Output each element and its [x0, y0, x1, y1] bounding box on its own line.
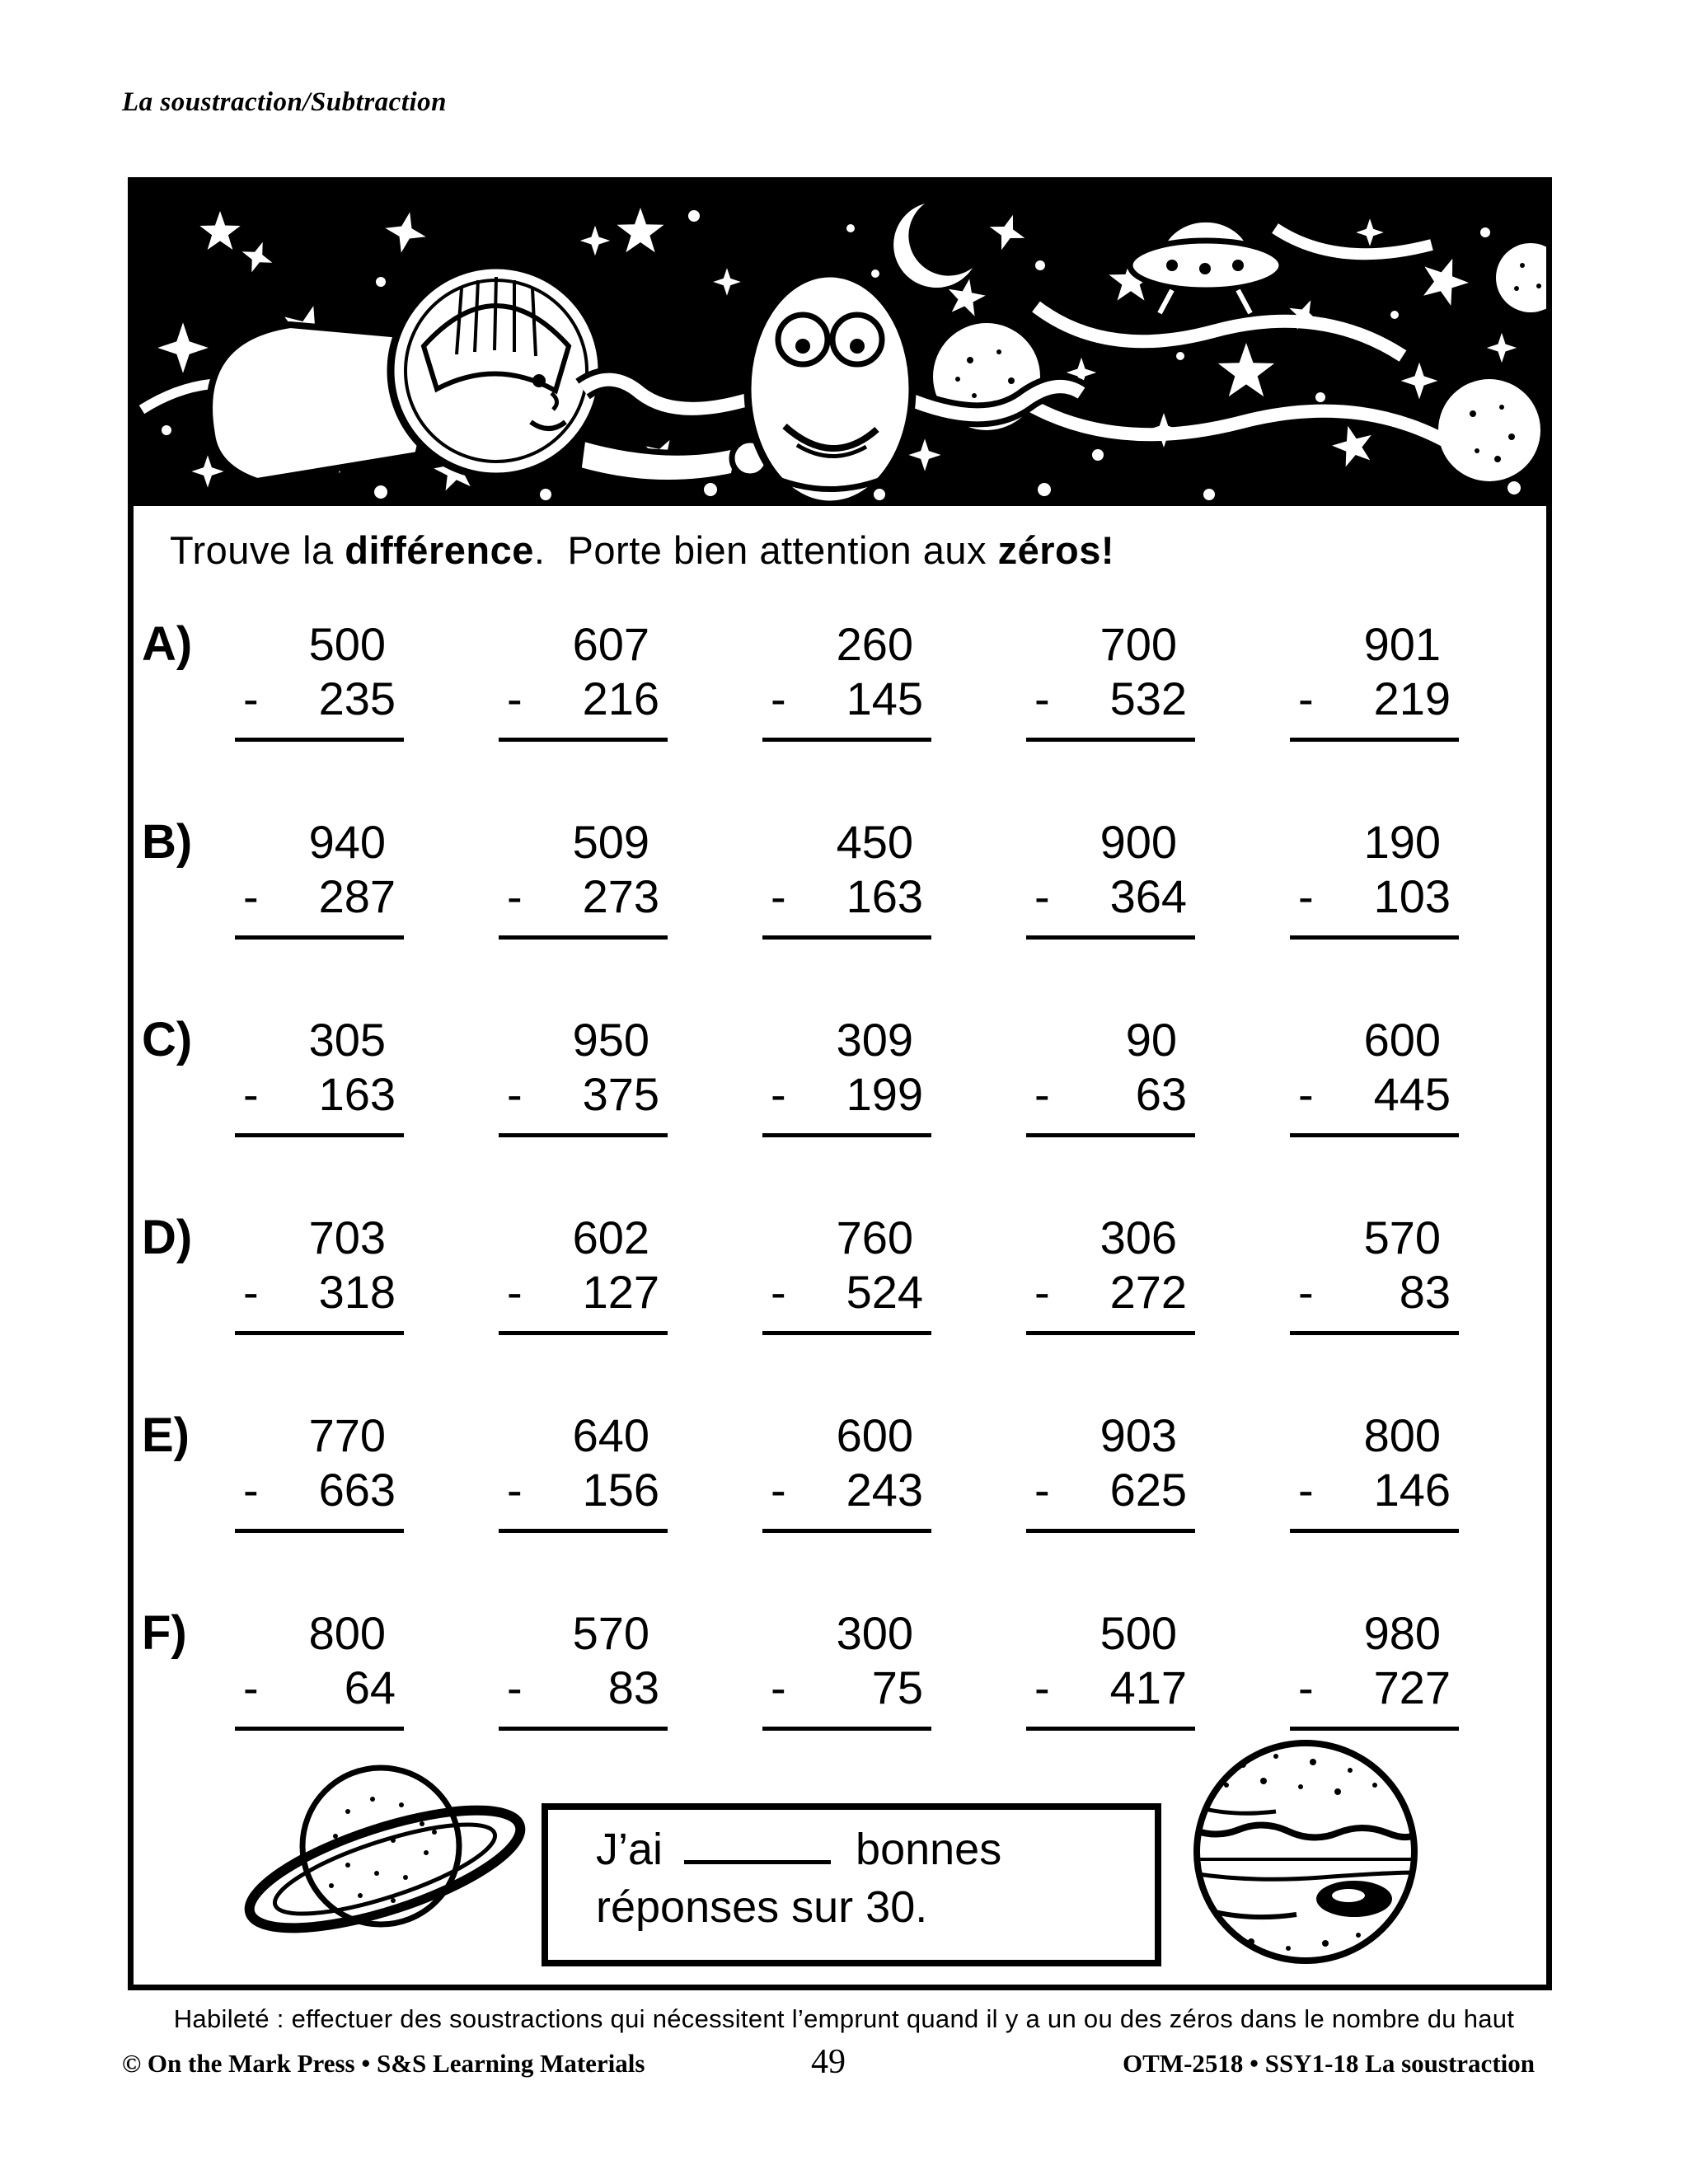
minuend: 800	[308, 1607, 386, 1659]
subtraction-problem	[216, 1013, 480, 1137]
instruction-bold-difference: différence	[345, 528, 534, 572]
minus-sign: -	[507, 1464, 523, 1516]
subtraction-problem	[1007, 1211, 1271, 1335]
minus-sign: -	[1034, 1266, 1050, 1318]
minuend: 500	[308, 618, 386, 670]
space-scene-drawing	[134, 183, 1546, 506]
minuend: 500	[1100, 1607, 1177, 1659]
page-footer	[122, 2042, 1535, 2083]
answer-line	[1290, 1331, 1459, 1335]
minus-sign: -	[243, 1266, 259, 1318]
subtraction-problem	[1007, 1013, 1271, 1137]
subtraction-problem	[480, 1013, 743, 1137]
minuend: 602	[572, 1212, 649, 1263]
subtraction-problem	[1271, 1013, 1535, 1137]
minus-sign: -	[243, 673, 259, 724]
subtraction-problem	[216, 815, 480, 940]
minuend: 901	[1363, 618, 1441, 670]
minus-sign: -	[1298, 673, 1314, 724]
subtraction-problem	[743, 617, 1007, 742]
minuend: 309	[836, 1014, 913, 1066]
minus-sign: -	[771, 1266, 786, 1318]
row-label: F)	[142, 1606, 187, 1660]
answer-line	[1026, 1331, 1195, 1335]
saturn-illustration	[232, 1754, 539, 1970]
answer-line	[235, 1331, 404, 1335]
footer-product-code: OTM-2518 • SSY1-18 La soustraction	[1123, 2049, 1535, 2078]
minus-sign: -	[771, 1464, 786, 1516]
instruction-text	[170, 527, 1546, 573]
subtraction-problem	[1271, 815, 1535, 940]
subtraction-problem	[480, 617, 743, 742]
subtrahend: 272	[1109, 1266, 1187, 1318]
minuend: 940	[308, 816, 386, 868]
subtrahend: 524	[846, 1266, 923, 1318]
minus-sign: -	[1034, 1661, 1050, 1713]
answer-line	[1026, 1133, 1195, 1137]
score-blank-line	[684, 1824, 831, 1864]
subtraction-problem	[743, 815, 1007, 940]
subtrahend: 287	[318, 870, 396, 922]
minuend: 703	[308, 1212, 386, 1263]
answer-line	[235, 935, 404, 940]
answer-line	[762, 935, 931, 940]
minus-sign: -	[771, 870, 786, 922]
subtrahend: 75	[871, 1661, 923, 1713]
score-suffix: bonnes	[856, 1825, 1002, 1874]
subtraction-problem	[743, 1211, 1007, 1335]
subtraction-problem	[216, 617, 480, 742]
subtraction-problem	[480, 1606, 743, 1731]
problem-row-b	[134, 815, 1546, 1013]
problem-row-e	[134, 1408, 1546, 1606]
minuend: 900	[1100, 816, 1177, 868]
minuend: 903	[1100, 1409, 1177, 1461]
minus-sign: -	[771, 1661, 786, 1713]
subtraction-problem	[216, 1606, 480, 1731]
answer-line	[235, 738, 404, 742]
answer-line	[235, 1529, 404, 1533]
subtraction-problem	[1007, 617, 1271, 742]
subtraction-problem	[1007, 815, 1271, 940]
subtrahend: 663	[318, 1464, 396, 1516]
minus-sign: -	[243, 870, 259, 922]
row-label: A)	[142, 617, 193, 671]
row-label: E)	[142, 1408, 190, 1462]
answer-line	[1026, 935, 1195, 940]
minuend: 570	[1363, 1212, 1441, 1263]
subtrahend: 417	[1109, 1661, 1187, 1713]
subtrahend: 103	[1373, 870, 1451, 922]
score-line-2: réponses sur 30.	[596, 1882, 928, 1932]
minus-sign: -	[507, 673, 523, 724]
problems-grid	[134, 617, 1546, 1731]
subtraction-problem	[1007, 1606, 1271, 1731]
subtrahend: 83	[1399, 1266, 1451, 1318]
subtraction-problem	[216, 1408, 480, 1533]
minuend: 600	[836, 1409, 913, 1461]
subtrahend: 199	[846, 1068, 923, 1120]
problem-row-c	[134, 1013, 1546, 1211]
subtraction-problem	[743, 1408, 1007, 1533]
row-label: C)	[142, 1013, 193, 1066]
score-prefix: J’ai	[596, 1825, 663, 1874]
footer-page-number: 49	[811, 2043, 846, 2081]
subtrahend: 156	[582, 1464, 659, 1516]
subtraction-problem	[1271, 617, 1535, 742]
subtrahend: 127	[582, 1266, 659, 1318]
subtraction-problem	[743, 1606, 1007, 1731]
answer-line	[499, 1133, 668, 1137]
minuend: 770	[308, 1409, 386, 1461]
subtrahend: 364	[1109, 870, 1187, 922]
subtrahend: 63	[1135, 1068, 1187, 1120]
minuend: 700	[1100, 618, 1177, 670]
minuend: 600	[1363, 1014, 1441, 1066]
subtraction-problem	[1271, 1606, 1535, 1731]
answer-line	[1290, 1529, 1459, 1533]
subtraction-problem	[480, 1408, 743, 1533]
minus-sign: -	[1298, 1068, 1314, 1120]
skill-note: Habileté : effectuer des soustractions qui nécessitent l’emprunt quand il y a un ou des zéros dans le nombre du haut	[173, 2004, 1515, 2033]
problem-row-a	[134, 617, 1546, 815]
minus-sign: -	[771, 1068, 786, 1120]
answer-line	[1290, 738, 1459, 742]
subtrahend: 64	[344, 1661, 396, 1713]
subtraction-problem	[1271, 1408, 1535, 1533]
subtraction-problem	[480, 815, 743, 940]
subtrahend: 273	[582, 870, 659, 922]
score-line-1	[596, 1823, 1155, 1876]
minuend: 950	[572, 1014, 649, 1066]
instruction-part2: . Porte bien attention aux	[533, 528, 998, 572]
subtrahend: 163	[318, 1068, 396, 1120]
score-box	[542, 1803, 1161, 1966]
subtrahend: 145	[846, 673, 923, 724]
subtraction-problem	[480, 1211, 743, 1335]
subtrahend: 235	[318, 673, 396, 724]
subtrahend: 83	[607, 1661, 659, 1713]
answer-line	[499, 738, 668, 742]
subtrahend: 219	[1373, 673, 1451, 724]
minus-sign: -	[507, 1661, 523, 1713]
answer-line	[1026, 738, 1195, 742]
minuend: 640	[572, 1409, 649, 1461]
minuend: 306	[1100, 1212, 1177, 1263]
subtraction-problem	[1271, 1211, 1535, 1335]
minus-sign: -	[1298, 1661, 1314, 1713]
subtrahend: 375	[582, 1068, 659, 1120]
minuend: 800	[1363, 1409, 1441, 1461]
minus-sign: -	[507, 1068, 523, 1120]
minus-sign: -	[507, 870, 523, 922]
answer-line	[1290, 935, 1459, 940]
instruction-bold-zeros: zéros!	[997, 528, 1115, 572]
minuend: 509	[572, 816, 649, 868]
subtrahend: 318	[318, 1266, 396, 1318]
subtrahend: 243	[846, 1464, 923, 1516]
minuend: 980	[1363, 1607, 1441, 1659]
subtrahend: 146	[1373, 1464, 1451, 1516]
subtrahend: 625	[1109, 1464, 1187, 1516]
page-title: La soustraction/Subtraction	[122, 87, 448, 117]
minus-sign: -	[1298, 1464, 1314, 1516]
space-banner-illustration	[134, 183, 1546, 506]
subtraction-problem	[743, 1013, 1007, 1137]
minuend: 570	[572, 1607, 649, 1659]
subtrahend: 727	[1373, 1661, 1451, 1713]
minus-sign: -	[507, 1266, 523, 1318]
footer-publisher: © On the Mark Press • S&S Learning Materials	[122, 2049, 645, 2078]
row-label: D)	[142, 1211, 193, 1264]
minuend: 607	[572, 618, 649, 670]
minus-sign: -	[243, 1068, 259, 1120]
minuend: 260	[836, 618, 913, 670]
minuend: 90	[1125, 1014, 1177, 1066]
minus-sign: -	[1034, 1464, 1050, 1516]
minus-sign: -	[1298, 1266, 1314, 1318]
answer-line	[499, 1529, 668, 1533]
minus-sign: -	[1034, 673, 1050, 724]
answer-line	[762, 738, 931, 742]
jupiter-illustration	[1152, 1736, 1459, 1970]
answer-line	[1026, 1529, 1195, 1533]
minus-sign: -	[1298, 870, 1314, 922]
minuend: 300	[836, 1607, 913, 1659]
worksheet-frame	[128, 177, 1552, 1990]
minuend: 190	[1363, 816, 1441, 868]
row-label: B)	[142, 815, 193, 869]
minuend: 450	[836, 816, 913, 868]
subtrahend: 445	[1373, 1068, 1451, 1120]
minus-sign: -	[1034, 870, 1050, 922]
bottom-section	[134, 1731, 1546, 1978]
minus-sign: -	[1034, 1068, 1050, 1120]
subtraction-problem	[216, 1211, 480, 1335]
problem-row-f	[134, 1606, 1546, 1731]
minus-sign: -	[771, 673, 786, 724]
answer-line	[499, 935, 668, 940]
answer-line	[762, 1529, 931, 1533]
answer-line	[1290, 1133, 1459, 1137]
answer-line	[762, 1331, 931, 1335]
minus-sign: -	[243, 1464, 259, 1516]
answer-line	[235, 1133, 404, 1137]
minus-sign: -	[243, 1661, 259, 1713]
subtraction-problem	[1007, 1408, 1271, 1533]
minuend: 305	[308, 1014, 386, 1066]
answer-line	[499, 1331, 668, 1335]
subtrahend: 216	[582, 673, 659, 724]
minuend: 760	[836, 1212, 913, 1263]
subtrahend: 163	[846, 870, 923, 922]
instruction-part1: Trouve la	[170, 528, 345, 572]
answer-line	[762, 1133, 931, 1137]
problem-row-d	[134, 1211, 1546, 1408]
subtrahend: 532	[1109, 673, 1187, 724]
